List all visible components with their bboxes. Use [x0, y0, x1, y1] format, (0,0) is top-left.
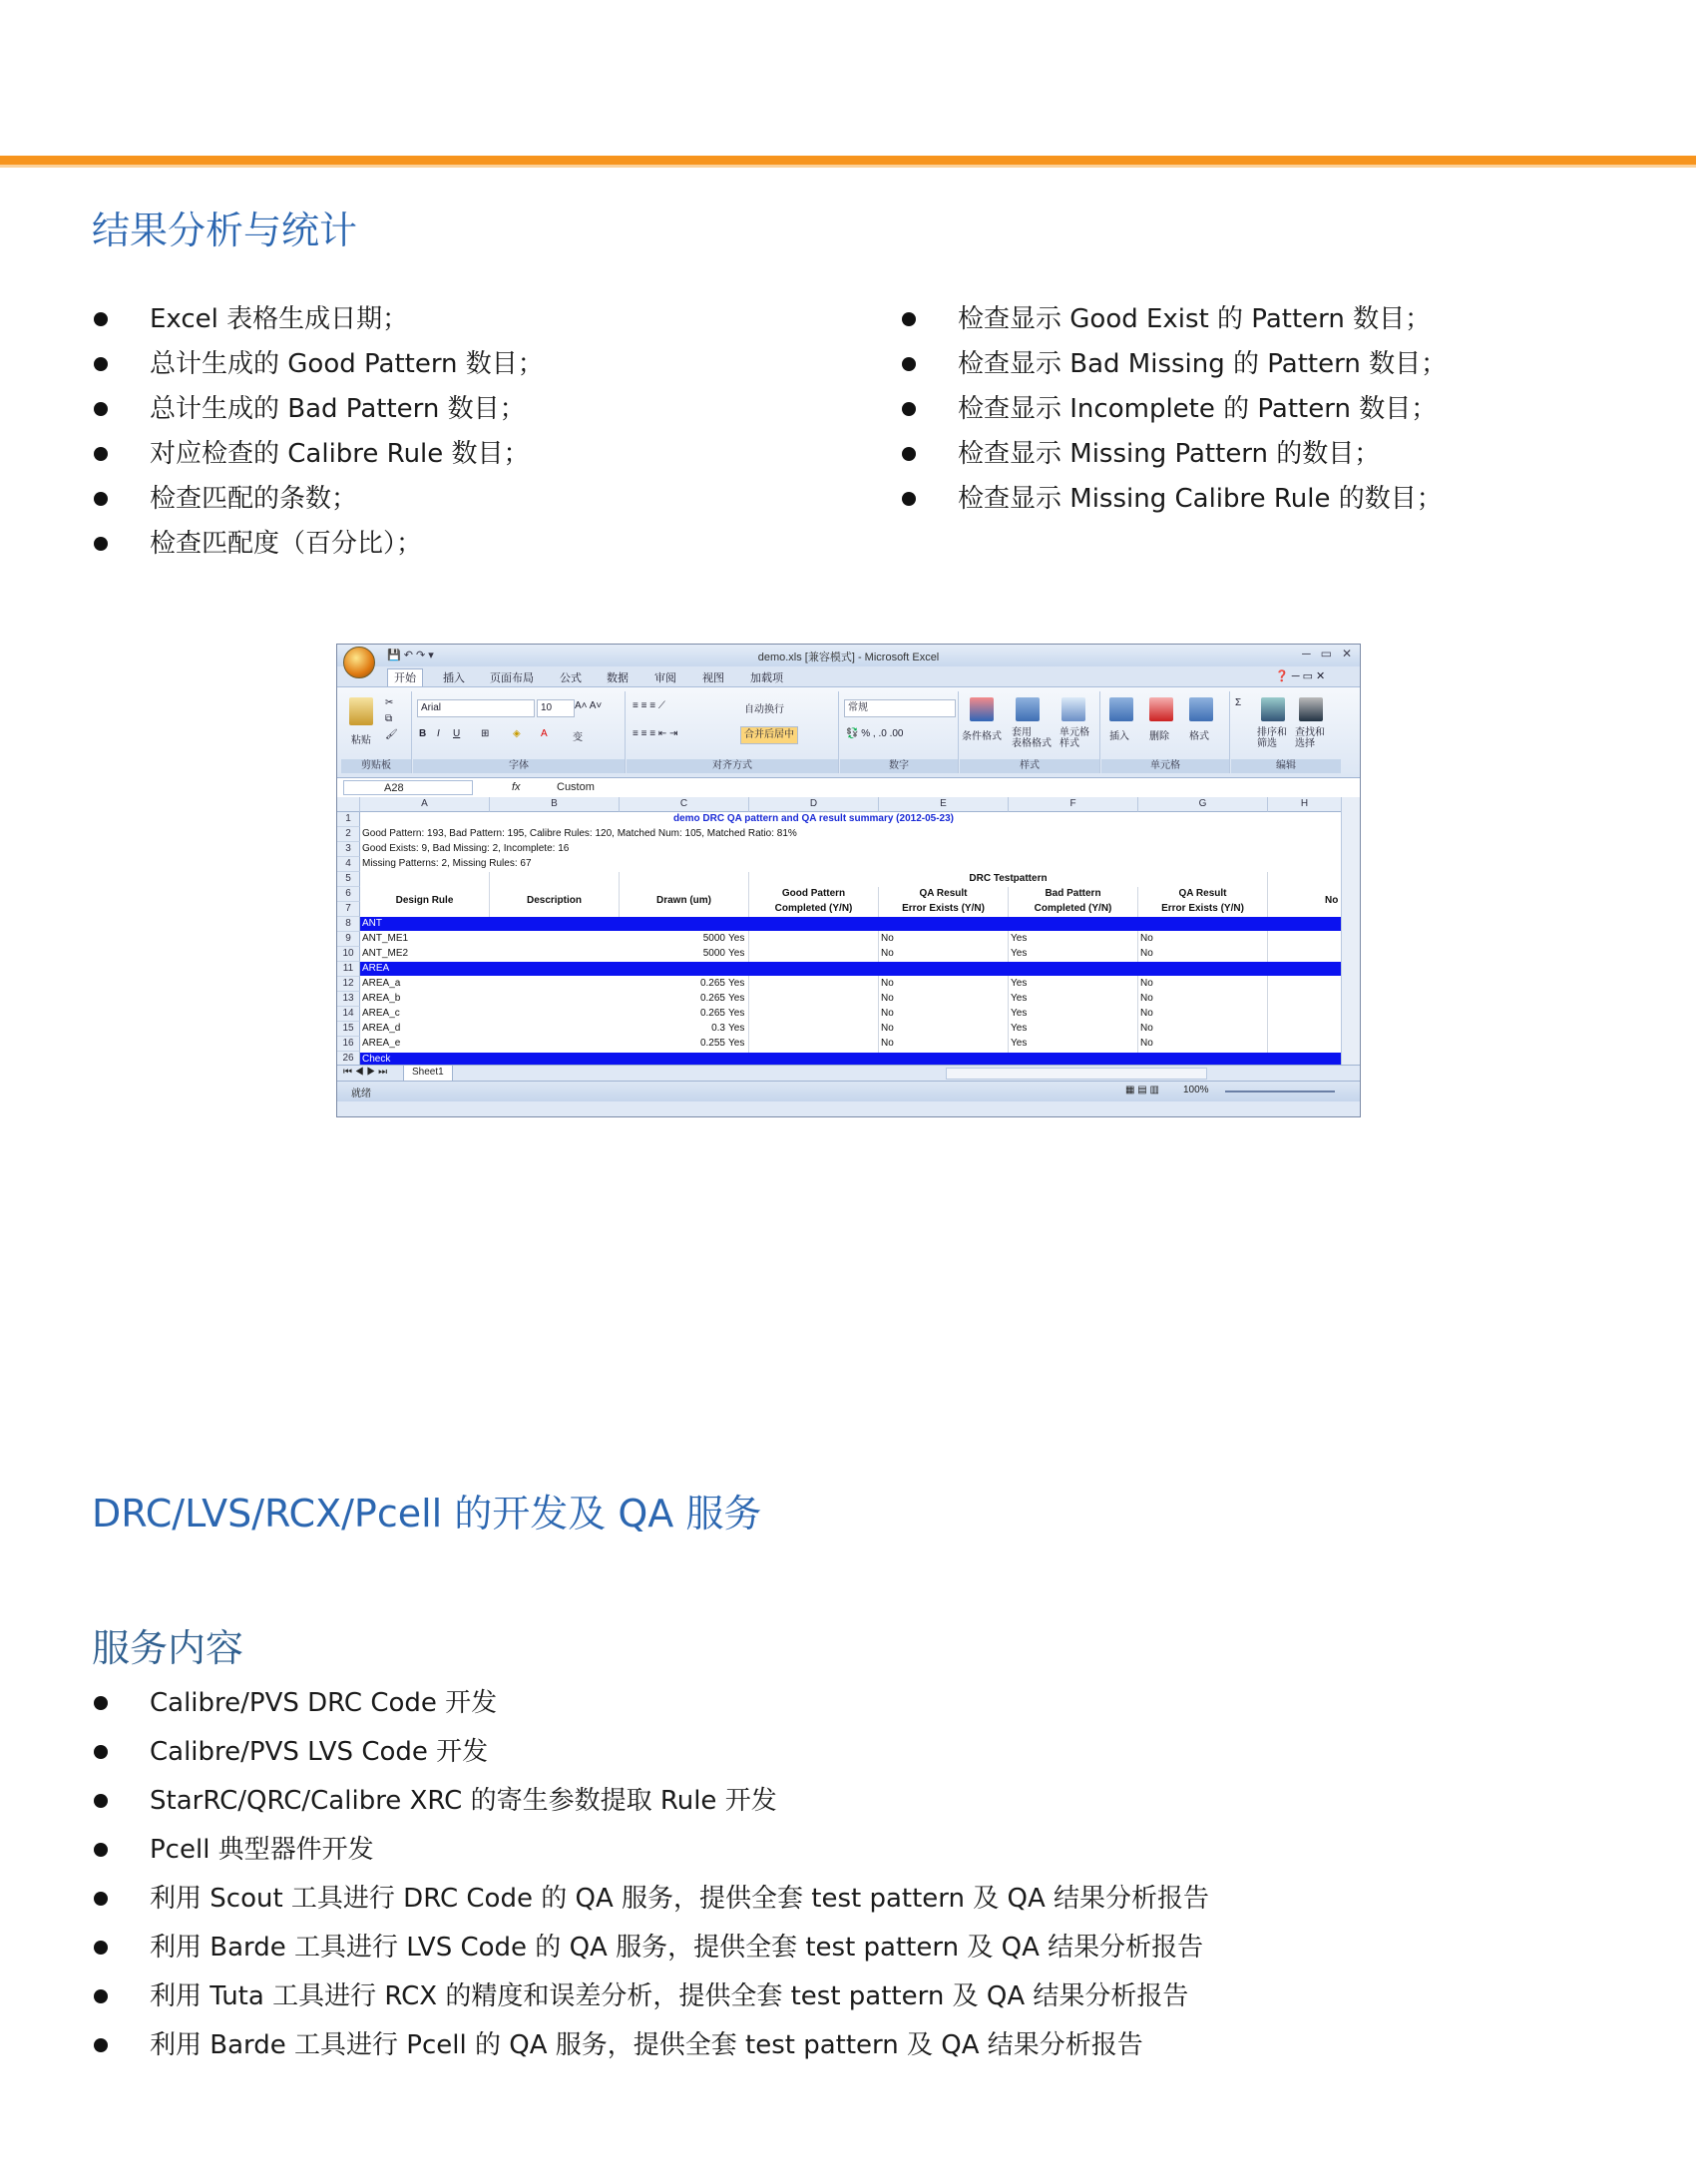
bullet-icon: [94, 402, 108, 416]
tab-data[interactable]: 数据: [607, 672, 629, 684]
list-item: 利用 Tuta 工具进行 RCX 的精度和误差分析，提供全套 test pattern 及 QA 结果分析报告: [92, 1976, 1209, 2025]
autosum-icon[interactable]: Σ: [1235, 697, 1242, 708]
tab-addins[interactable]: 加载项: [750, 672, 783, 684]
header-bad-pattern: Bad Pattern: [1045, 888, 1101, 899]
list-item: 检查匹配的条数；: [92, 479, 544, 524]
fill-color-icon[interactable]: ◈: [513, 728, 521, 739]
group-cells: [1101, 691, 1230, 773]
row-header[interactable]: 14: [337, 1007, 360, 1022]
group-clipboard: [341, 691, 412, 773]
row-header[interactable]: 9: [337, 932, 360, 947]
copy-icon[interactable]: ⧉: [385, 713, 393, 724]
bullet-icon: [94, 1941, 108, 1955]
table-format-icon[interactable]: [1016, 697, 1040, 721]
conditional-format-label: 条件格式: [962, 731, 1002, 742]
bullet-icon: [902, 492, 916, 506]
sheet-tab[interactable]: Sheet1: [403, 1066, 453, 1082]
insert-cells-icon[interactable]: [1109, 697, 1133, 721]
top-accent-bar: [0, 156, 1696, 165]
insert-label: 插入: [1109, 731, 1129, 742]
header-no: No: [1325, 895, 1339, 906]
zoom-slider[interactable]: [1225, 1091, 1335, 1092]
row-header[interactable]: 6: [337, 887, 360, 902]
bullet-icon: [94, 2038, 108, 2052]
list-item: Pcell 典型器件开发: [92, 1830, 1209, 1879]
list-item: 检查显示 Good Exist 的 Pattern 数目；: [900, 299, 1447, 344]
conditional-format-icon[interactable]: [970, 697, 994, 721]
bullet-icon: [902, 447, 916, 461]
list-item: 总计生成的 Good Pattern 数目；: [92, 344, 544, 389]
header-design-rule: Design Rule: [395, 895, 454, 906]
excel-title-bar: [337, 645, 1360, 666]
row-header[interactable]: 15: [337, 1022, 360, 1037]
category-row-area: AREA: [360, 962, 1341, 976]
bullet-icon: [902, 402, 916, 416]
list-item: 利用 Scout 工具进行 DRC Code 的 QA 服务，提供全套 test pattern 及 QA 结果分析报告: [92, 1879, 1209, 1928]
status-bar: [337, 1081, 1360, 1101]
currency-icon[interactable]: 💱 % , .0 .00: [846, 728, 904, 739]
excel-screenshot: [336, 644, 1361, 1117]
zoom-level: 100%: [1183, 1085, 1209, 1095]
category-row-check: Check: [360, 1053, 1341, 1065]
paste-label: 粘贴: [351, 735, 371, 746]
bullet-icon: [94, 1794, 108, 1808]
bullet-icon: [94, 447, 108, 461]
format-painter-icon[interactable]: 🖌: [385, 729, 398, 740]
section-subtitle: 服务内容: [92, 1626, 244, 1670]
row-header[interactable]: 2: [337, 827, 360, 842]
delete-label: 删除: [1149, 731, 1169, 742]
row-header[interactable]: 4: [337, 857, 360, 872]
tab-formulas[interactable]: 公式: [560, 672, 582, 684]
row-header[interactable]: 16: [337, 1037, 360, 1052]
formula-bar: [337, 778, 1360, 799]
section-title-results: 结果分析与统计: [92, 209, 358, 252]
bullet-icon: [94, 312, 108, 326]
group-label-editing: 编辑: [1231, 759, 1341, 773]
quick-access-toolbar[interactable]: 💾 ↶ ↷ ▾: [387, 650, 434, 661]
results-list-right: [900, 299, 1447, 524]
column-header[interactable]: E: [879, 797, 1009, 812]
column-header[interactable]: H: [1268, 797, 1341, 812]
list-item: 检查显示 Incomplete 的 Pattern 数目；: [900, 389, 1447, 434]
list-item: 总计生成的 Bad Pattern 数目；: [92, 389, 544, 434]
align-left-icon[interactable]: ≡ ≡ ≡ ⇤ ⇥: [633, 728, 678, 739]
header-bad-completed: Completed (Y/N): [1034, 903, 1112, 914]
header-good-completed: Completed (Y/N): [774, 903, 853, 914]
summary-line: Good Pattern: 193, Bad Pattern: 195, Calibre Rules: 120, Matched Num: 105, Matched Ratio: 81%: [362, 828, 797, 839]
group-label-styles: 样式: [960, 759, 1099, 773]
find-select-label: 查找和 选择: [1295, 727, 1325, 749]
select-all[interactable]: [337, 797, 360, 812]
view-buttons[interactable]: ▦ ▤ ▥: [1125, 1085, 1159, 1095]
tab-page-layout[interactable]: 页面布局: [490, 672, 534, 684]
bullet-icon: [94, 1989, 108, 2003]
row-header[interactable]: 13: [337, 992, 360, 1007]
cut-icon[interactable]: ✂: [385, 697, 394, 708]
formula-input[interactable]: Custom: [557, 781, 595, 793]
section-title-services: DRC/LVS/RCX/Pcell 的开发及 QA 服务: [92, 1492, 762, 1535]
services-list: [92, 1683, 1209, 2074]
list-item: 对应检查的 Calibre Rule 数目；: [92, 434, 544, 479]
summary-line: Missing Patterns: 2, Missing Rules: 67: [362, 858, 532, 869]
column-header[interactable]: A: [360, 797, 490, 812]
list-item: Calibre/PVS LVS Code 开发: [92, 1732, 1209, 1781]
font-name-select[interactable]: Arial: [417, 699, 535, 717]
tab-home[interactable]: 开始: [387, 668, 423, 686]
bullet-icon: [94, 1892, 108, 1906]
group-label-font: 字体: [413, 759, 625, 773]
name-box[interactable]: A28: [343, 780, 473, 795]
font-size-select[interactable]: 10: [537, 699, 575, 717]
bullet-icon: [94, 1745, 108, 1759]
row-header[interactable]: 26: [337, 1052, 360, 1065]
sheet-title: demo DRC QA pattern and QA result summary (2012-05-23): [672, 813, 954, 824]
column-header[interactable]: G: [1138, 797, 1268, 812]
tab-insert[interactable]: 插入: [443, 672, 465, 684]
bullet-icon: [94, 357, 108, 371]
group-header: DRC Testpattern: [969, 873, 1048, 884]
ribbon: [337, 687, 1360, 778]
cell-styles-label: 单元格 样式: [1060, 727, 1089, 749]
list-item: 检查显示 Bad Missing 的 Pattern 数目；: [900, 344, 1447, 389]
format-label: 格式: [1189, 731, 1209, 742]
merge-center-button[interactable]: 合并后居中: [740, 726, 798, 744]
wrap-text-button[interactable]: 自动换行: [744, 704, 784, 715]
cell-styles-icon[interactable]: [1061, 697, 1085, 721]
border-icon[interactable]: ⊞: [481, 728, 490, 739]
row-header[interactable]: 1: [337, 812, 360, 827]
vertical-scrollbar[interactable]: [1341, 797, 1360, 1065]
excel-window-title: demo.xls [兼容模式] - Microsoft Excel: [757, 652, 940, 663]
group-label-clipboard: 剪贴板: [341, 759, 411, 773]
grow-font-icon[interactable]: A˄ A˅: [575, 700, 603, 711]
group-label-cells: 单元格: [1101, 759, 1229, 773]
office-button-icon[interactable]: [343, 647, 375, 678]
group-label-alignment: 对齐方式: [627, 759, 838, 773]
find-select-icon[interactable]: [1299, 697, 1323, 721]
bullet-icon: [94, 1696, 108, 1710]
category-row-ant: ANT: [360, 917, 1341, 931]
row-header[interactable]: 5: [337, 872, 360, 887]
bold-icon[interactable]: B: [419, 728, 427, 739]
list-item: StarRC/QRC/Calibre XRC 的寄生参数提取 Rule 开发: [92, 1781, 1209, 1830]
list-item: 检查显示 Missing Calibre Rule 的数目；: [900, 479, 1447, 524]
group-alignment: [627, 691, 839, 773]
sheet-nav-icon[interactable]: ⏮ ◀ ▶ ⏭: [343, 1067, 388, 1078]
row-header[interactable]: 8: [337, 917, 360, 932]
list-item: 检查匹配度（百分比）；: [92, 524, 544, 569]
header-description: Description: [526, 895, 582, 906]
horizontal-scrollbar[interactable]: [946, 1068, 1207, 1080]
header-qa-result: QA Result: [919, 888, 968, 899]
paste-icon[interactable]: [349, 697, 373, 725]
sort-filter-label: 排序和 筛选: [1257, 727, 1287, 749]
header-error-exists: Error Exists (Y/N): [902, 903, 985, 914]
group-label-number: 数字: [840, 759, 958, 773]
italic-icon[interactable]: I: [437, 728, 440, 739]
column-header[interactable]: C: [620, 797, 749, 812]
column-header[interactable]: D: [749, 797, 879, 812]
row-header[interactable]: 3: [337, 842, 360, 857]
delete-cells-icon[interactable]: [1149, 697, 1173, 721]
group-styles: [960, 691, 1100, 773]
list-item: 检查显示 Missing Pattern 的数目；: [900, 434, 1447, 479]
list-item: Calibre/PVS DRC Code 开发: [92, 1683, 1209, 1732]
row-header[interactable]: 12: [337, 977, 360, 992]
header-qa-result-2: QA Result: [1178, 888, 1227, 899]
number-format-select[interactable]: 常规: [844, 699, 956, 717]
header-error-exists-2: Error Exists (Y/N): [1161, 903, 1244, 914]
fx-icon[interactable]: fx: [512, 781, 521, 793]
results-list-left: [92, 299, 544, 569]
list-item: 利用 Barde 工具进行 LVS Code 的 QA 服务，提供全套 test pattern 及 QA 结果分析报告: [92, 1928, 1209, 1976]
spreadsheet-grid[interactable]: A B C D E F G H 1 2 3 4 5 6 7 8 9 10 11 12 13 14 15 16 26 demo DRC QA pattern and QA result summary (2012-05-23) Good Pattern: 193, Bad Pattern: 195, Calibre Rules: 120, Matched Num: 105, Matched Ratio: 81% Good Exists: 9, Bad Missing: 2, Incomplete: 16 Missing Patterns: 2, Missing Rules: 67 DRC Testpattern Design Rule Description Drawn (um) Good Pattern Completed (Y/N) QA Result Error Exists (Y/N) Bad Pattern Completed (Y/N) QA Result Error Exists (Y/N) No ANT ANT_ME1 5000 Yes No Yes No ANT_ME2 5000 Yes No Yes No AREA AREA_a 0.265 Yes No Yes No AREA_b 0.265 Yes No Yes No AREA_c 0.265 Yes No Yes No AREA_d 0.3 Yes No Yes No AREA_e 0.255 Yes No Yes No Check: [337, 797, 1341, 1065]
bullet-icon: [902, 312, 916, 326]
summary-line: Good Exists: 9, Bad Missing: 2, Incomplete: 16: [362, 843, 570, 854]
tab-review[interactable]: 审阅: [654, 672, 676, 684]
bullet-icon: [94, 537, 108, 551]
sheet-tab-bar: [337, 1065, 1360, 1082]
bullet-icon: [902, 357, 916, 371]
group-editing: [1231, 691, 1341, 773]
sort-filter-icon[interactable]: [1261, 697, 1285, 721]
group-font: [413, 691, 626, 773]
list-item: 利用 Barde 工具进行 Pcell 的 QA 服务，提供全套 test pattern 及 QA 结果分析报告: [92, 2025, 1209, 2074]
header-good-pattern: Good Pattern: [781, 888, 846, 899]
tab-view[interactable]: 视图: [702, 672, 724, 684]
table-format-label: 套用 表格格式: [1012, 727, 1052, 749]
column-header[interactable]: F: [1009, 797, 1138, 812]
status-ready: 就绪: [351, 1089, 371, 1099]
help-icon[interactable]: ❓ ─ ▭ ✕: [1275, 670, 1326, 682]
bullet-icon: [94, 492, 108, 506]
font-color-icon[interactable]: A: [541, 728, 548, 739]
format-cells-icon[interactable]: [1189, 697, 1213, 721]
top-accent-bar-shadow: [0, 165, 1696, 168]
column-header[interactable]: B: [490, 797, 620, 812]
align-top-icon[interactable]: ≡ ≡ ≡ ⟋: [633, 700, 665, 711]
underline-icon[interactable]: U: [453, 728, 461, 739]
row-header[interactable]: 11: [337, 962, 360, 977]
window-controls[interactable]: ─ ▭ ✕: [1302, 647, 1352, 660]
ribbon-tabs: [337, 666, 1360, 687]
row-header[interactable]: 10: [337, 947, 360, 962]
header-drawn: Drawn (um): [656, 895, 711, 906]
row-header[interactable]: 7: [337, 902, 360, 917]
phonetic-icon[interactable]: 变: [573, 732, 583, 743]
bullet-icon: [94, 1843, 108, 1857]
list-item: Excel 表格生成日期；: [92, 299, 544, 344]
group-number: [840, 691, 959, 773]
